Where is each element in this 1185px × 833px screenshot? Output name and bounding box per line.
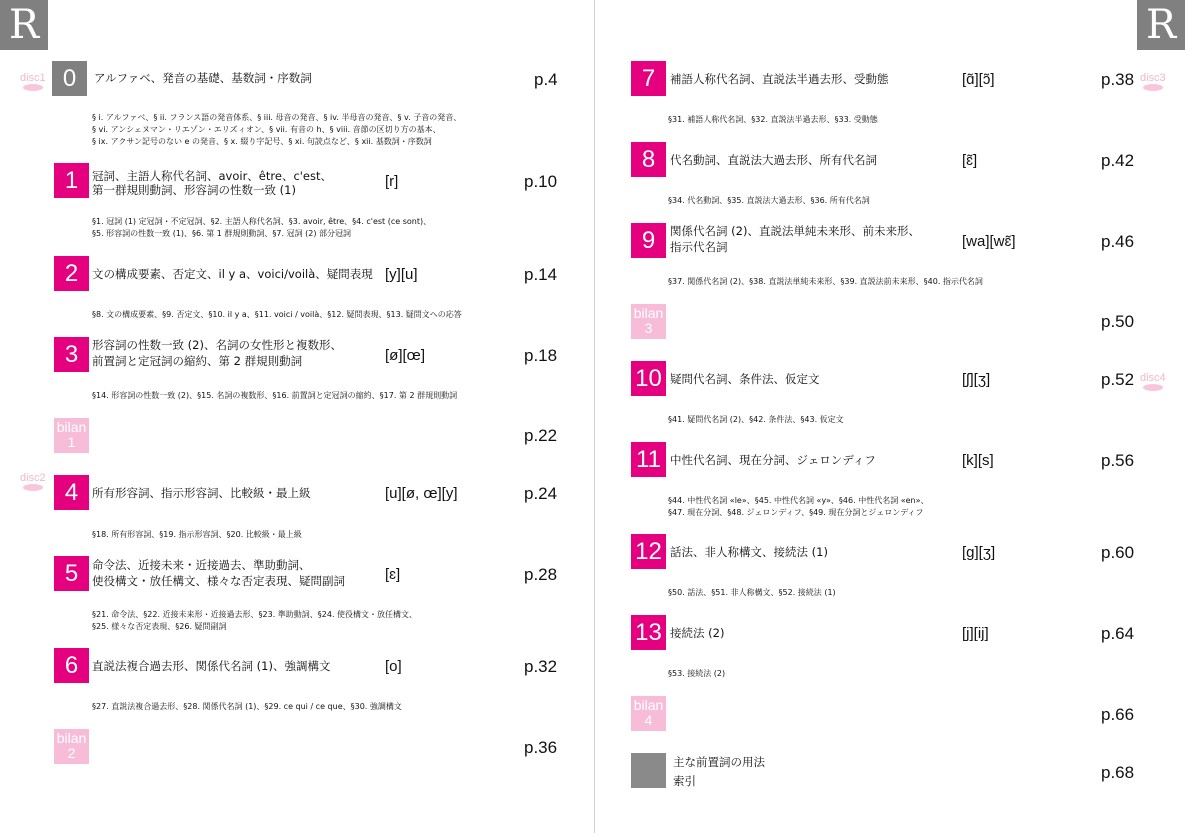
page-number: p.14 <box>524 265 558 284</box>
section-list: § i. アルファベ、§ ii. フランス語の発音体系、§ iii. 母音の発音、§ iv. 半母音の発音、§ v. 子音の発音、 <box>92 113 462 122</box>
page-number: p.50 <box>1101 312 1135 331</box>
section-list: §34. 代名動詞、§35. 直説法大過去形、§36. 所有代名詞 <box>668 196 870 205</box>
r-logo: R <box>0 0 48 50</box>
lesson-title: 第一群規則動詞、形容詞の性数一致 (1) <box>92 183 296 197</box>
phonetic-symbols: [ɛ̃] <box>962 152 978 169</box>
page-number: p.36 <box>524 738 558 757</box>
disc3-icon: disc3 <box>1140 72 1166 84</box>
r-logo: R <box>1137 0 1185 50</box>
bilan-badge <box>631 304 666 339</box>
lesson-number: 1 <box>54 163 89 198</box>
lesson-number: 3 <box>54 337 89 372</box>
bilan-label: bilan <box>56 730 87 746</box>
bilan-badge <box>631 696 666 731</box>
lesson-number: 2 <box>54 256 89 291</box>
phonetic-symbols: [k][s] <box>962 452 994 469</box>
page-number: p.60 <box>1101 543 1135 562</box>
lesson-title: 文の構成要素、否定文、il y a、voici/voilà、疑問表現 <box>92 267 373 281</box>
page-number: p.52 <box>1101 370 1135 389</box>
phonetic-symbols: [ʃ][ʒ] <box>962 371 991 388</box>
section-list: §8. 文の構成要素、§9. 否定文、§10. il y a、§11. voici / voilà、§12. 疑問表現、§13. 疑問文への応答 <box>92 310 462 319</box>
section-list: § vi. アンシェヌマン・リエゾン・エリズィオン、§ vii. 有音の h、§ viii. 音節の区切り方の基本、 <box>92 125 441 134</box>
section-list: §31. 補語人称代名詞、§32. 直説法半過去形、§33. 受動態 <box>668 115 878 124</box>
page-number: p.56 <box>1101 451 1135 470</box>
section-list: §18. 所有形容詞、§19. 指示形容詞、§20. 比較級・最上級 <box>92 530 302 539</box>
lesson-title: 直説法複合過去形、関係代名詞 (1)、強調構文 <box>92 659 331 673</box>
page-number: p.4 <box>534 70 558 89</box>
phonetic-symbols: [wa][wɛ̃] <box>962 233 1016 250</box>
phonetic-symbols: [g][ʒ] <box>962 544 996 561</box>
bilan-label: bilan <box>633 305 664 321</box>
page-number: p.10 <box>524 172 558 191</box>
section-list: §21. 命令法、§22. 近接未来形・近接過去形、§23. 準助動詞、§24. 使役構文・放任構文、 <box>92 610 418 619</box>
lesson-title: 冠詞、主語人称代名詞、avoir、être、c'est、 <box>92 169 333 183</box>
page-number: p.28 <box>524 565 558 584</box>
lesson-number: 7 <box>631 61 666 96</box>
page-number: p.32 <box>524 657 558 676</box>
section-list: §47. 現在分詞、§48. ジェロンディフ、§49. 現在分詞とジェロンディフ <box>668 508 924 517</box>
lesson-title: 話法、非人称構文、接続法 (1) <box>670 545 828 559</box>
phonetic-symbols: [j][ij] <box>962 625 989 642</box>
bilan-label: bilan <box>633 697 664 713</box>
page-number: p.68 <box>1101 763 1135 782</box>
lesson-number: 9 <box>631 223 666 258</box>
lesson-title: 疑問代名詞、条件法、仮定文 <box>670 372 820 386</box>
page-number: p.22 <box>524 426 558 445</box>
lesson-title: 代名動詞、直説法大過去形、所有代名詞 <box>670 153 877 167</box>
page-number: p.24 <box>524 484 558 503</box>
lesson-title: アルファベ、発音の基礎、基数詞・序数詞 <box>94 71 312 85</box>
section-list: §50. 話法、§51. 非人称構文、§52. 接続法 (1) <box>668 588 836 597</box>
lesson-number: 0 <box>52 61 87 96</box>
lesson-number: 11 <box>631 442 666 477</box>
page-number: p.46 <box>1101 232 1135 251</box>
bilan-number: 3 <box>644 320 653 336</box>
section-list: §41. 疑問代名詞 (2)、§42. 条件法、§43. 仮定文 <box>668 415 844 424</box>
toc-right-page <box>595 0 1185 833</box>
disc4-icon: disc4 <box>1140 372 1166 384</box>
lesson-title: 中性代名詞、現在分詞、ジェロンディフ <box>670 453 876 467</box>
disc2-icon: disc2 <box>20 472 46 484</box>
lesson-title: 使役構文・放任構文、様々な否定表現、疑問副詞 <box>92 574 345 588</box>
section-list: §44. 中性代名詞 «le»、§45. 中性代名詞 «y»、§46. 中性代名詞 «en»、 <box>668 496 929 505</box>
bilan-number: 2 <box>67 745 76 761</box>
page-number: p.64 <box>1101 624 1135 643</box>
lesson-number: 10 <box>631 361 666 396</box>
lesson-title: 接続法 (2) <box>670 626 725 640</box>
bilan-badge <box>54 729 89 764</box>
bilan-number: 4 <box>644 712 653 728</box>
phonetic-symbols: [o] <box>385 658 402 675</box>
section-list: §5. 形容詞の性数一致 (1)、§6. 第 1 群規則動詞、§7. 冠詞 (2) 部分冠詞 <box>92 229 351 238</box>
section-list: §1. 冠詞 (1) 定冠詞・不定冠詞、§2. 主語人称代名詞、§3. avoir, être、§4. c'est (ce sont)、 <box>92 217 432 226</box>
section-list: §53. 接続法 (2) <box>668 669 726 678</box>
lesson-title: 前置詞と定冠詞の縮約、第 2 群規則動詞 <box>92 354 303 368</box>
phonetic-symbols: [u][ø, œ][y] <box>385 485 458 502</box>
section-list: §25. 様々な否定表現、§26. 疑問副詞 <box>92 622 227 631</box>
phonetic-symbols: [ɑ̃][ɔ̃] <box>962 71 995 88</box>
bilan-number: 1 <box>67 434 76 450</box>
bilan-badge <box>54 418 89 453</box>
appendix-marker <box>631 753 666 788</box>
lesson-title: 関係代名詞 (2)、直説法単純未来形、前未来形、 <box>670 224 920 238</box>
lesson-number: 8 <box>631 142 666 177</box>
bilan-label: bilan <box>56 419 87 435</box>
lesson-number: 4 <box>54 475 89 510</box>
phonetic-symbols: [ø][œ] <box>385 347 425 364</box>
section-list: §27. 直説法複合過去形、§28. 関係代名詞 (1)、§29. ce qui / ce que、§30. 強調構文 <box>92 702 402 711</box>
lesson-number: 5 <box>54 556 89 591</box>
phonetic-symbols: [y][u] <box>385 266 418 283</box>
section-list: §14. 形容詞の性数一致 (2)、§15. 名詞の複数形、§16. 前置詞と定冠詞の縮約、§17. 第 2 群規則動詞 <box>92 391 458 400</box>
lesson-title: 形容詞の性数一致 (2)、名詞の女性形と複数形、 <box>92 338 342 352</box>
lesson-number: 13 <box>631 615 666 650</box>
lesson-number: 12 <box>631 534 666 569</box>
page-number: p.38 <box>1101 70 1135 89</box>
disc1-icon: disc1 <box>20 72 46 84</box>
lesson-number: 6 <box>54 648 89 683</box>
section-list: §37. 関係代名詞 (2)、§38. 直説法単純未来形、§39. 直説法前未来形、§40. 指示代名詞 <box>668 277 983 286</box>
phonetic-symbols: [r] <box>385 173 399 190</box>
page-number: p.42 <box>1101 151 1135 170</box>
lesson-title: 指示代名詞 <box>670 240 728 254</box>
page-number: p.18 <box>524 346 558 365</box>
lesson-title: 所有形容詞、指示形容詞、比較級・最上級 <box>92 486 311 500</box>
page-number: p.66 <box>1101 705 1135 724</box>
section-list: § ix. アクサン記号のない e の発音、§ x. 綴り字記号、§ xi. 句読点など、§ xii. 基数詞・序数詞 <box>92 137 432 146</box>
lesson-title: 補語人称代名詞、直説法半過去形、受動態 <box>670 72 889 86</box>
phonetic-symbols: [ɛ] <box>385 566 401 583</box>
index-title: 索引 <box>673 774 696 788</box>
appendix-title: 主な前置詞の用法 <box>673 755 765 769</box>
lesson-title: 命令法、近接未来・近接過去、準助動詞、 <box>92 558 311 572</box>
